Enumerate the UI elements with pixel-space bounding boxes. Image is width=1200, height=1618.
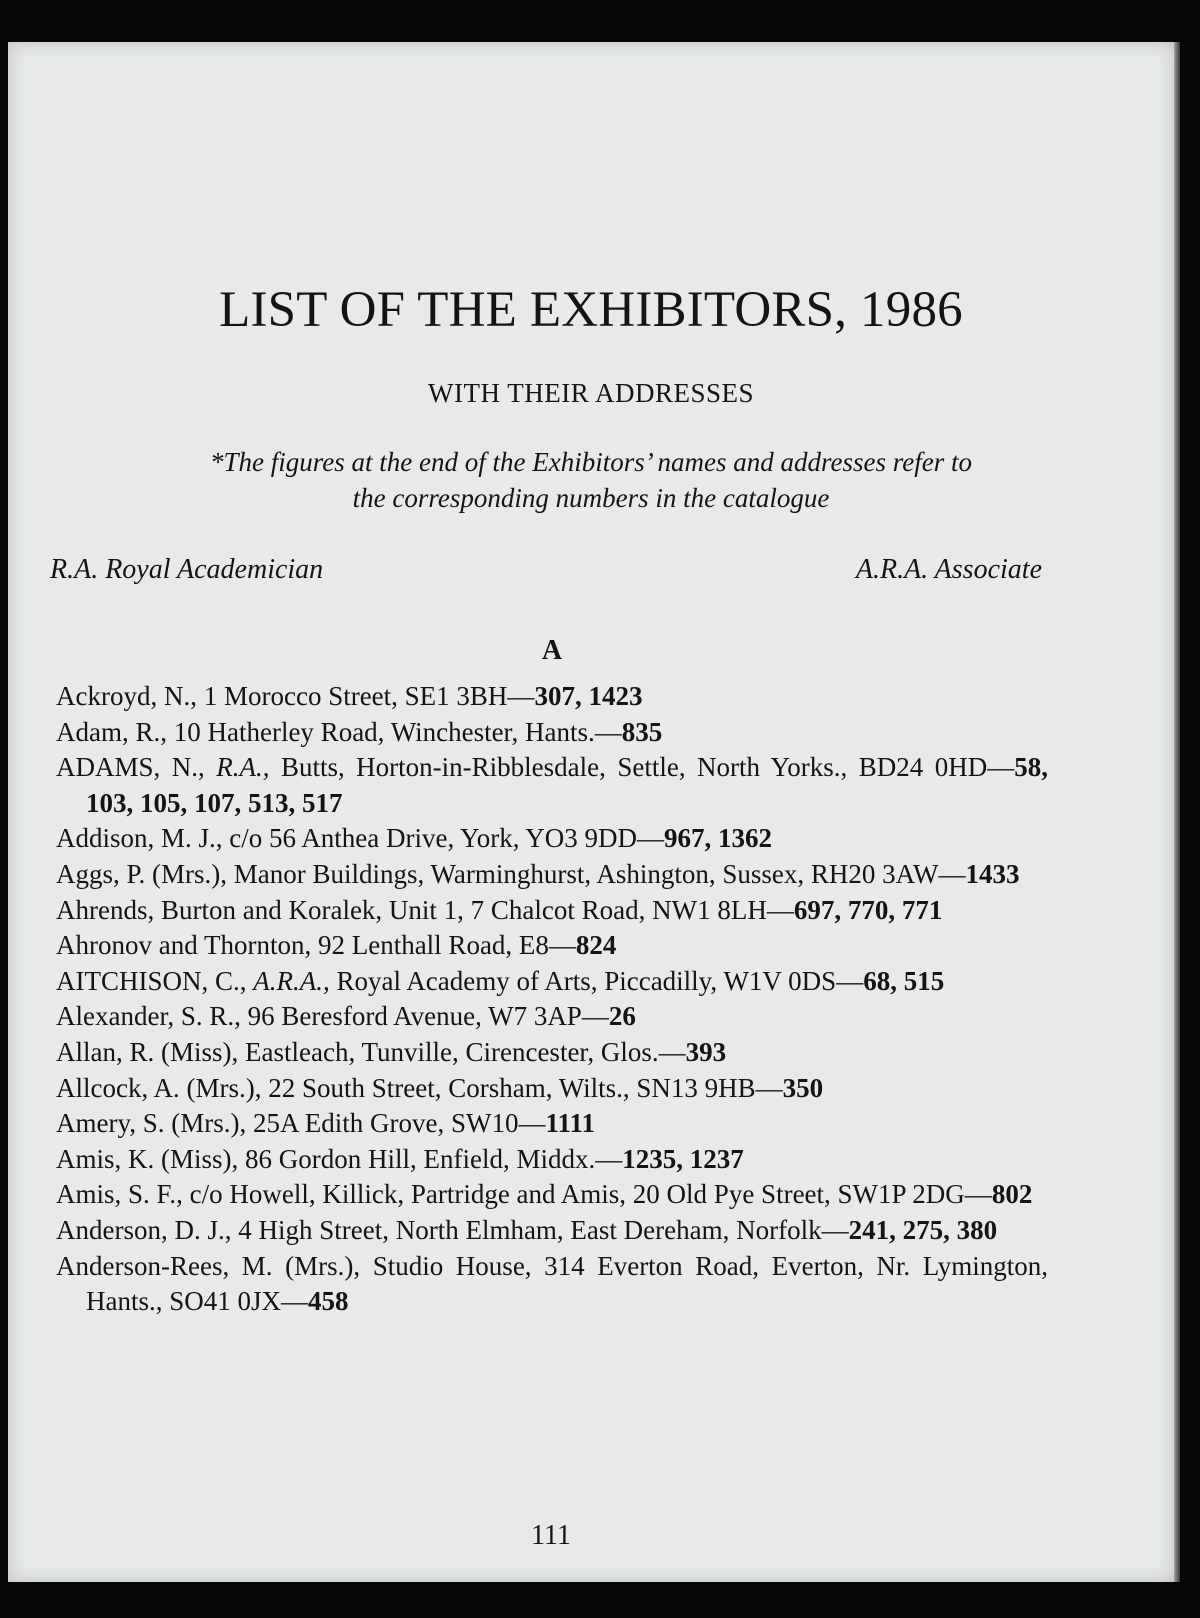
exhibitor-text: Allcock, A. (Mrs.), 22 South Street, Corsham, Wilts., SN13 9HB—: [56, 1072, 783, 1103]
exhibitor-text: Royal Academy of Arts, Piccadilly, W1V 0DS—: [329, 965, 864, 996]
exhibitor-entry: [56, 999, 1048, 1035]
exhibitor-entry: [56, 1106, 1048, 1142]
exhibitor-entry: [56, 893, 1048, 929]
page-subtitle: WITH THEIR ADDRESSES: [427, 378, 754, 408]
exhibitor-text: Ackroyd, N., 1 Morocco Street, SE1 3BH—: [56, 681, 535, 711]
exhibitor-text: Anderson, D. J., 4 High Street, North Elmham, East Dereham, Norfolk—: [56, 1214, 849, 1245]
catalogue-numbers: 58, 103, 105, 107, 513, 517: [86, 752, 1048, 818]
exhibitor-entry: [56, 679, 1048, 715]
exhibitor-name: AITCHISON, C.,: [56, 965, 254, 996]
page-number: 111: [531, 1520, 571, 1551]
catalogue-numbers: 835: [621, 716, 663, 747]
catalogue-numbers: 241, 275, 380: [848, 1214, 998, 1245]
exhibitor-entry: [56, 964, 1048, 1000]
catalogue-note: [8, 444, 1174, 516]
catalogue-numbers: 1111: [545, 1108, 595, 1139]
exhibitor-text: Addison, M. J., c/o 56 Anthea Drive, York, YO3 9DD—: [56, 823, 664, 854]
exhibitor-entry: [56, 928, 1048, 964]
exhibitor-text: Butts, Horton-in-Ribblesdale, Settle, North Yorks., BD24 0HD—: [269, 752, 1015, 783]
catalogue-numbers: 350: [782, 1072, 824, 1103]
catalogue-numbers: 393: [685, 1036, 727, 1067]
exhibitor-list: [56, 679, 1048, 1320]
academy-rank: A.R.A.,: [253, 965, 330, 996]
exhibitor-entry: [56, 1142, 1048, 1178]
catalogue-numbers: 1235, 1237: [622, 1143, 744, 1174]
catalogue-numbers: 967, 1362: [664, 823, 772, 854]
exhibitor-text: Allan, R. (Miss), Eastleach, Tunville, Cirencester, Glos.—: [56, 1036, 686, 1067]
catalogue-page: [8, 42, 1174, 1582]
exhibitor-entry: [56, 1035, 1048, 1071]
exhibitor-text: Ahronov and Thornton, 92 Lenthall Road, E8—: [56, 930, 576, 961]
exhibitor-text: Anderson-Rees, M. (Mrs.), Studio House, 314 Everton Road, Everton, Nr. Lymington, Hants., SO41 0JX—: [56, 1250, 1048, 1317]
abbreviation-royal-academician: R.A. Royal Academician: [50, 554, 324, 585]
exhibitor-text: Alexander, S. R., 96 Beresford Avenue, W7 3AP—: [56, 1001, 609, 1032]
abbreviation-associate: A.R.A. Associate: [855, 554, 1042, 585]
exhibitor-entry: [56, 1249, 1048, 1320]
catalogue-note-line-2: the corresponding numbers in the catalogue: [352, 483, 830, 513]
catalogue-note-line-1: *The figures at the end of the Exhibitors’ names and addresses refer to: [210, 447, 972, 477]
exhibitor-text: Ahrends, Burton and Koralek, Unit 1, 7 Chalcot Road, NW1 8LH—: [56, 894, 794, 925]
exhibitor-entry: [56, 750, 1048, 821]
exhibitor-entry: [56, 857, 1048, 893]
catalogue-numbers: 1433: [965, 858, 1020, 889]
exhibitor-text: Aggs, P. (Mrs.), Manor Buildings, Warminghurst, Ashington, Sussex, RH20 3AW—: [56, 858, 966, 889]
catalogue-numbers: 824: [575, 930, 617, 961]
section-letter-heading: A: [541, 635, 563, 666]
exhibitor-text: Amery, S. (Mrs.), 25A Edith Grove, SW10—: [56, 1108, 546, 1139]
catalogue-numbers: 802: [991, 1179, 1033, 1210]
exhibitor-entry: [56, 1177, 1048, 1213]
exhibitor-text: Amis, S. F., c/o Howell, Killick, Partridge and Amis, 20 Old Pye Street, SW1P 2DG—: [56, 1179, 992, 1210]
catalogue-numbers: 68, 515: [863, 965, 945, 996]
exhibitor-entry: [56, 1213, 1048, 1249]
exhibitor-text: Adam, R., 10 Hatherley Road, Winchester, Hants.—: [56, 716, 622, 747]
exhibitor-entry: [56, 1071, 1048, 1107]
exhibitor-text: Amis, K. (Miss), 86 Gordon Hill, Enfield, Middx.—: [56, 1143, 623, 1174]
exhibitor-entry: [56, 821, 1048, 857]
catalogue-numbers: 697, 770, 771: [793, 894, 943, 925]
academy-rank: R.A.,: [216, 752, 270, 783]
exhibitor-name: ADAMS, N.,: [56, 752, 217, 783]
page-title: LIST OF THE EXHIBITORS, 1986: [219, 282, 963, 338]
catalogue-numbers: 26: [608, 1001, 636, 1032]
catalogue-numbers: 458: [308, 1286, 349, 1317]
catalogue-numbers: 307, 1423: [534, 681, 643, 711]
exhibitor-entry: [56, 715, 1048, 751]
